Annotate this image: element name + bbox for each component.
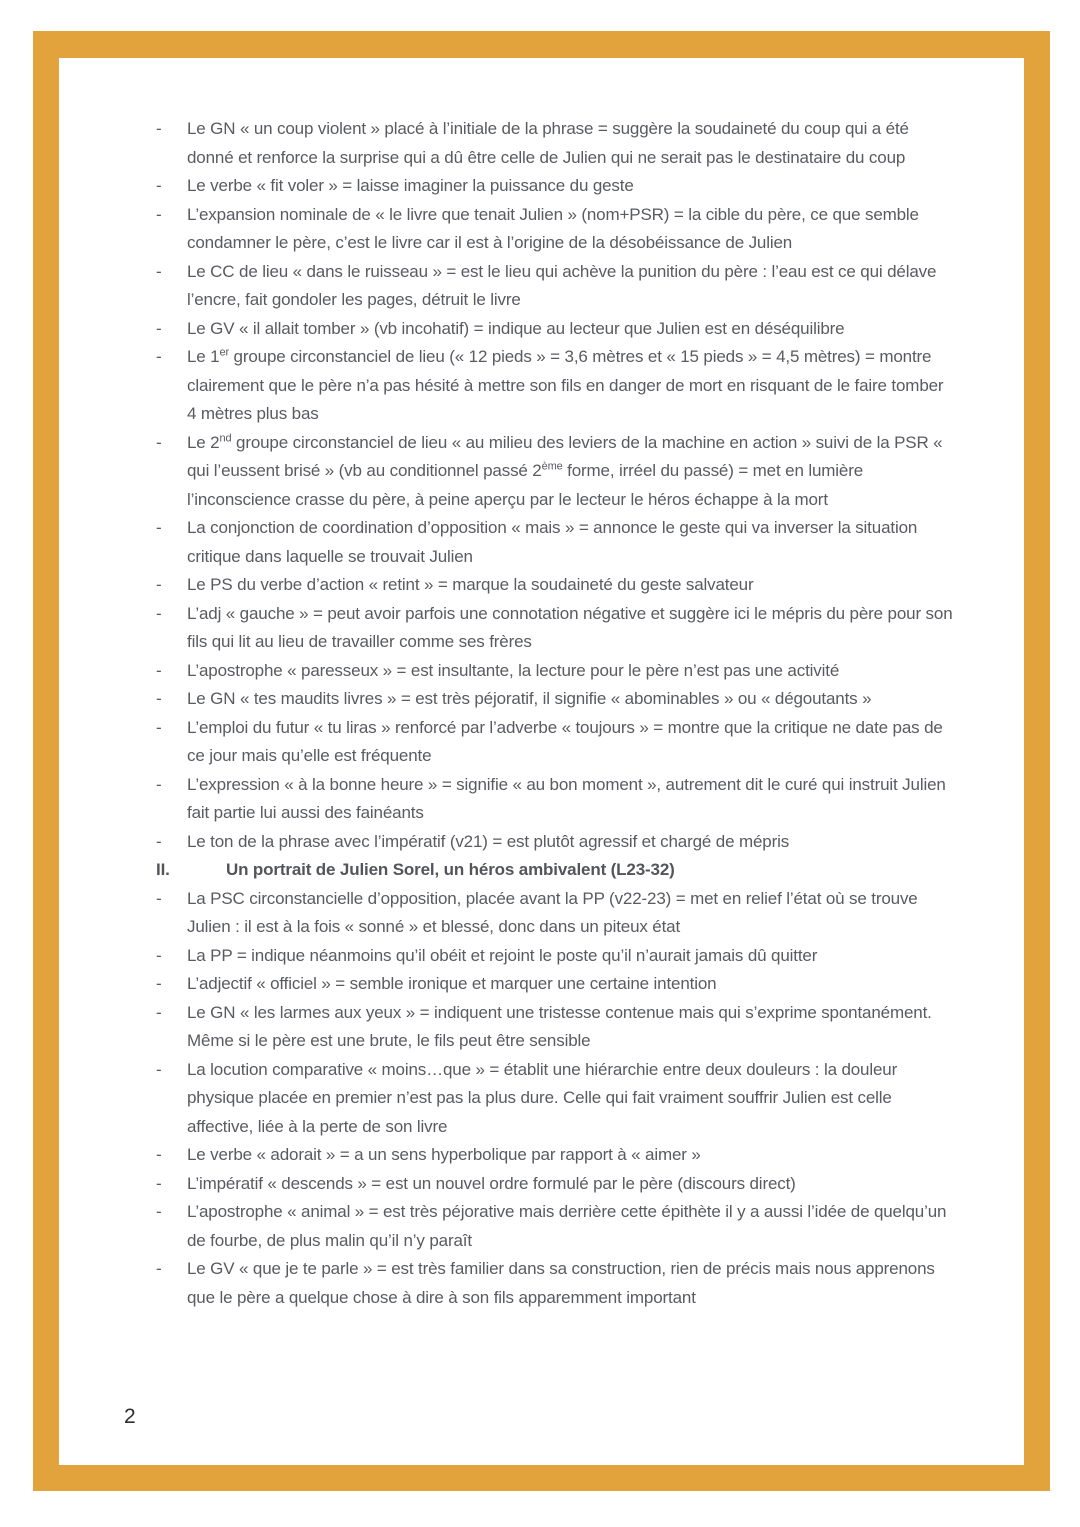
- list-item: [156, 201, 956, 258]
- page-number: 2: [124, 1405, 136, 1428]
- list-item-text: L’apostrophe « animal » = est très péjorative mais derrière cette épithète il y a aussi l’idée de quelqu’un de fourbe, de plus malin qu’il n’y paraît: [187, 1202, 947, 1250]
- bullet-dash: -: [156, 1145, 162, 1164]
- heading-numeral: II.: [156, 860, 170, 879]
- list-item: [156, 1198, 956, 1255]
- list-item-text: Le 2nd groupe circonstanciel de lieu « au milieu des leviers de la machine en action » suivi de la PSR « qui l’eussent brisé » (vb au conditionnel passé 2ème forme, irréel du passé) = met en lumière l’inconscience crasse du père, à peine aperçu par le lecteur le héros échappe à la mort: [187, 431, 943, 509]
- list-item-text: La conjonction de coordination d’opposition « mais » = annonce le geste qui va inverser la situation critique dans laquelle se trouvait Julien: [187, 518, 918, 566]
- list-item-text: L’adjectif « officiel » = semble ironique et marquer une certaine intention: [187, 974, 717, 993]
- bullet-dash: -: [156, 518, 162, 537]
- list-item: [156, 771, 956, 828]
- list-item-text: Le verbe « adorait » = a un sens hyperbolique par rapport à « aimer »: [187, 1145, 701, 1164]
- list-item: [156, 514, 956, 571]
- list-item-text: L’emploi du futur « tu liras » renforcé par l’adverbe « toujours » = montre que la critique ne date pas de ce jour mais qu’elle est fréquente: [187, 717, 943, 765]
- list-item: [156, 685, 956, 714]
- list-item: [156, 600, 956, 657]
- bullet-dash: -: [156, 717, 162, 737]
- page-border-frame: [33, 31, 1050, 1491]
- list-item-text: La locution comparative « moins…que » = établit une hiérarchie entre deux douleurs : la douleur physique placée en premier n’est pas la plus dure. Celle qui fait vraiment souffrir Julien est celle affective, liée à la perte de son livre: [187, 1059, 898, 1136]
- bullet-dash: -: [156, 831, 162, 851]
- list-item: [156, 999, 956, 1056]
- bullet-dash: -: [156, 1059, 162, 1079]
- list-item-text: L’expression « à la bonne heure » = signifie « au bon moment », autrement dit le curé qui instruit Julien fait partie lui aussi des fainéants: [187, 774, 946, 822]
- bullet-dash: -: [156, 1173, 162, 1193]
- bullet-dash: -: [156, 432, 162, 452]
- list-item-text: Le GV « il allait tomber » (vb incohatif) = indique au lecteur que Julien est en déséquilibre: [187, 318, 845, 338]
- list-item: [156, 657, 956, 686]
- bullet-dash: -: [156, 347, 162, 366]
- list-item: [156, 828, 956, 857]
- list-item-text: L’adj « gauche » = peut avoir parfois une connotation négative et suggère ici le mépris du père pour son fils qui lit au lieu de travailler comme ses frères: [187, 603, 953, 651]
- bullet-dash: -: [156, 660, 162, 680]
- list-item-text: Le 1er groupe circonstanciel de lieu (« 12 pieds » = 3,6 mètres et « 15 pieds » = 4,5 mètres) = montre clairement que le père n’a pas hésité à mettre son fils en danger de mort en risquant de le faire tomber 4 mètres plus bas: [187, 346, 944, 423]
- bullet-dash: -: [156, 974, 162, 993]
- bullet-dash: -: [156, 945, 162, 965]
- list-item: [156, 1255, 956, 1312]
- list-item-text: Le GV « que je te parle » = est très familier dans sa construction, rien de précis mais nous apprenons que le père a quelque chose à dire à son fils apparemment important: [187, 1259, 935, 1307]
- analysis-list: [156, 115, 956, 1312]
- bullet-dash: -: [156, 318, 162, 338]
- list-item-text: Le CC de lieu « dans le ruisseau » = est le lieu qui achève la punition du père : l’eau est ce qui délave l’encre, fait gondoler les pages, détruit le livre: [187, 261, 937, 309]
- list-item-text: Le GN « les larmes aux yeux » = indiquent une tristesse contenue mais qui s’exprime spontanément. Même si le père est une brute, le fils peut être sensible: [187, 1002, 932, 1050]
- bullet-dash: -: [156, 689, 162, 708]
- list-item: [156, 714, 956, 771]
- list-item: [156, 885, 956, 942]
- bullet-dash: -: [156, 1002, 162, 1022]
- bullet-dash: -: [156, 774, 162, 794]
- list-item: [156, 429, 956, 515]
- list-item-text: La PP = indique néanmoins qu’il obéit et rejoint le poste qu’il n’aurait jamais dû quitter: [187, 945, 818, 965]
- list-item: [156, 1056, 956, 1142]
- heading-text: Un portrait de Julien Sorel, un héros ambivalent (L23-32): [226, 860, 675, 879]
- list-item: [156, 172, 956, 201]
- list-item: [156, 970, 956, 999]
- list-item: [156, 1141, 956, 1170]
- bullet-dash: -: [156, 261, 162, 281]
- list-item-text: Le verbe « fit voler » = laisse imaginer la puissance du geste: [187, 176, 634, 195]
- bullet-dash: -: [156, 1202, 162, 1221]
- list-item-text: Le PS du verbe d’action « retint » = marque la soudaineté du geste salvateur: [187, 575, 754, 594]
- bullet-dash: -: [156, 603, 162, 623]
- list-item: [156, 343, 956, 429]
- document-page: [59, 58, 1024, 1465]
- list-item-text: Le GN « tes maudits livres » = est très péjoratif, il signifie « abominables » ou « dégoutants »: [187, 689, 872, 708]
- bullet-dash: -: [156, 119, 162, 138]
- bullet-dash: -: [156, 1259, 162, 1278]
- bullet-dash: -: [156, 888, 162, 908]
- list-item: [156, 942, 956, 971]
- list-item-text: Le ton de la phrase avec l’impératif (v21) = est plutôt agressif et chargé de mépris: [187, 831, 790, 851]
- list-item: [156, 115, 956, 172]
- list-item-text: L’apostrophe « paresseux » = est insultante, la lecture pour le père n’est pas une activité: [187, 660, 840, 680]
- list-item: [156, 258, 956, 315]
- list-item-text: L’expansion nominale de « le livre que tenait Julien » (nom+PSR) = la cible du père, ce que semble condamner le père, c’est le livre car il est à l’origine de la désobéissance de Julien: [187, 204, 919, 252]
- list-item: [156, 1170, 956, 1199]
- bullet-dash: -: [156, 575, 162, 594]
- bullet-dash: -: [156, 204, 162, 224]
- list-item-text: L’impératif « descends » = est un nouvel ordre formulé par le père (discours direct): [187, 1173, 796, 1193]
- section-heading: [156, 856, 956, 885]
- list-item: [156, 315, 956, 344]
- list-item: [156, 571, 956, 600]
- bullet-dash: -: [156, 176, 162, 195]
- list-item-text: Le GN « un coup violent » placé à l’initiale de la phrase = suggère la soudaineté du coup qui a été donné et renforce la surprise qui a dû être celle de Julien qui ne serait pas le destinataire du coup: [187, 119, 909, 167]
- list-item-text: La PSC circonstancielle d’opposition, placée avant la PP (v22-23) = met en relief l’état où se trouve Julien : il est à la fois « sonné » et blessé, donc dans un piteux état: [187, 888, 918, 936]
